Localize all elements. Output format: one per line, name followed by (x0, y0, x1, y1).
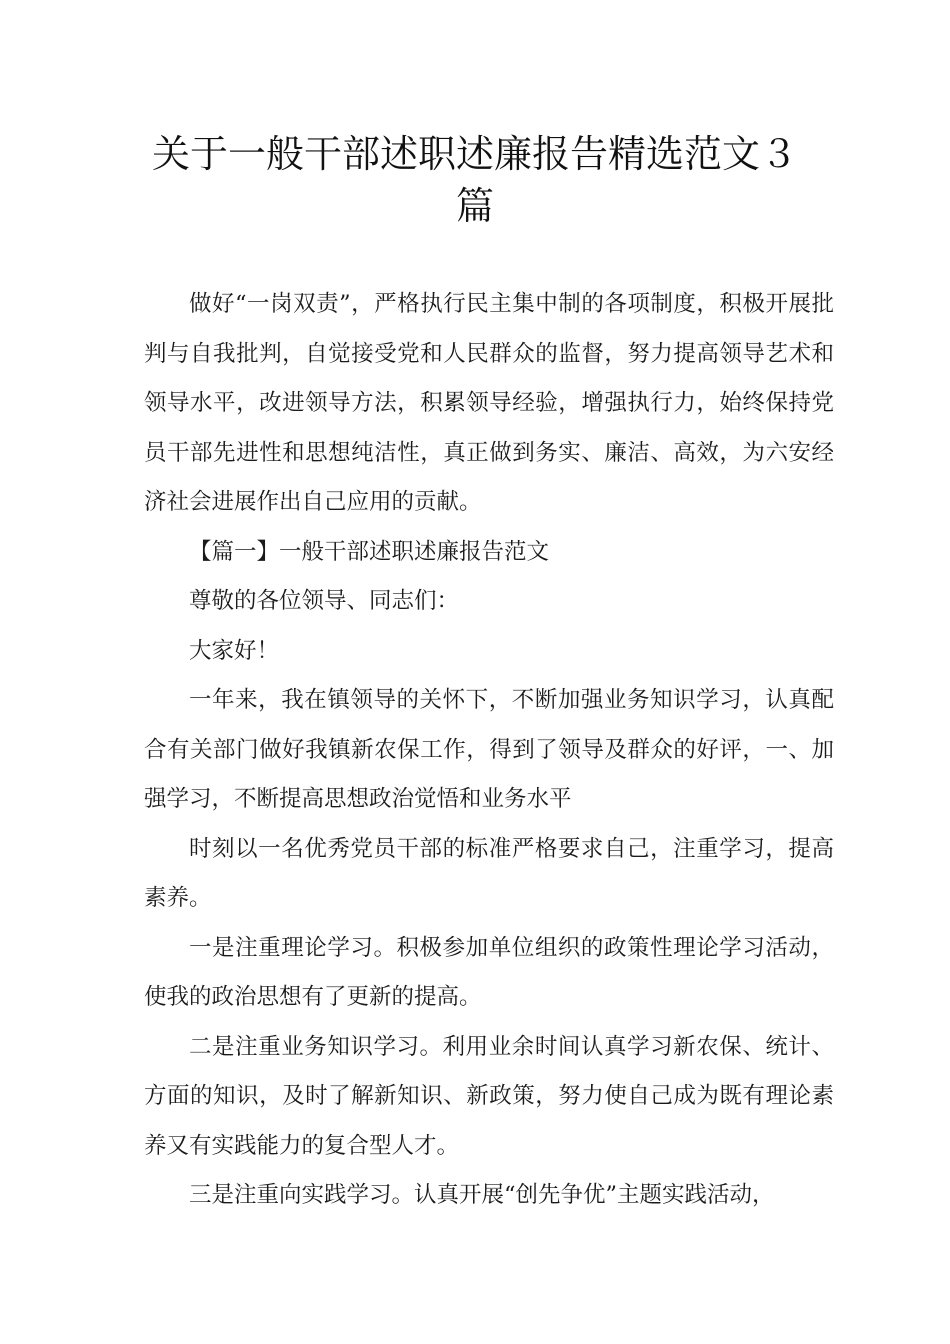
title-line-2: 篇 (455, 184, 494, 228)
paragraph: 三是注重向实践学习。认真开展“创先争优”主题实践活动， (189, 1182, 775, 1208)
salutation: 尊敬的各位领导、同志们： (189, 588, 460, 614)
section-heading: 【篇一】一般干部述职述廉报告范文 (189, 538, 550, 565)
paragraph-intro: 做好“一岗双责”，严格执行民主集中制的各项制度，积极开展批判与自我批判，自觉接受党和人民群众的监督，努力提高领导艺术和领导水平，改进领导方法，积累领导经验，增强执行力，始终保持党员干部先进性和思想纯洁性，真正做到务实、廉洁、高效，为六安经济社会进展作出自己应用的贡献。 (144, 291, 834, 515)
paragraph: 时刻以一名优秀党员干部的标准严格要求自己，注重学习，提高素养。 (144, 835, 834, 911)
title-line-1: 关于一般干部述职述廉报告精选范文３ (151, 132, 798, 176)
document-body (144, 280, 834, 1221)
paragraph: 一是注重理论学习。积极参加单位组织的政策性理论学习活动，使我的政治思想有了更新的提高。 (144, 934, 834, 1010)
document-title (120, 128, 830, 232)
paragraph: 一年来，我在镇领导的关怀下，不断加强业务知识学习，认真配合有关部门做好我镇新农保工作，得到了领导及群众的好评，一、加强学习，不断提高思想政治觉悟和业务水平 (144, 687, 834, 812)
paragraph: 二是注重业务知识学习。利用业余时间认真学习新农保、统计、方面的知识，及时了解新知识、新政策，努力使自己成为既有理论素养又有实践能力的复合型人才。 (144, 1033, 834, 1159)
greeting: 大家好！ (189, 637, 280, 664)
